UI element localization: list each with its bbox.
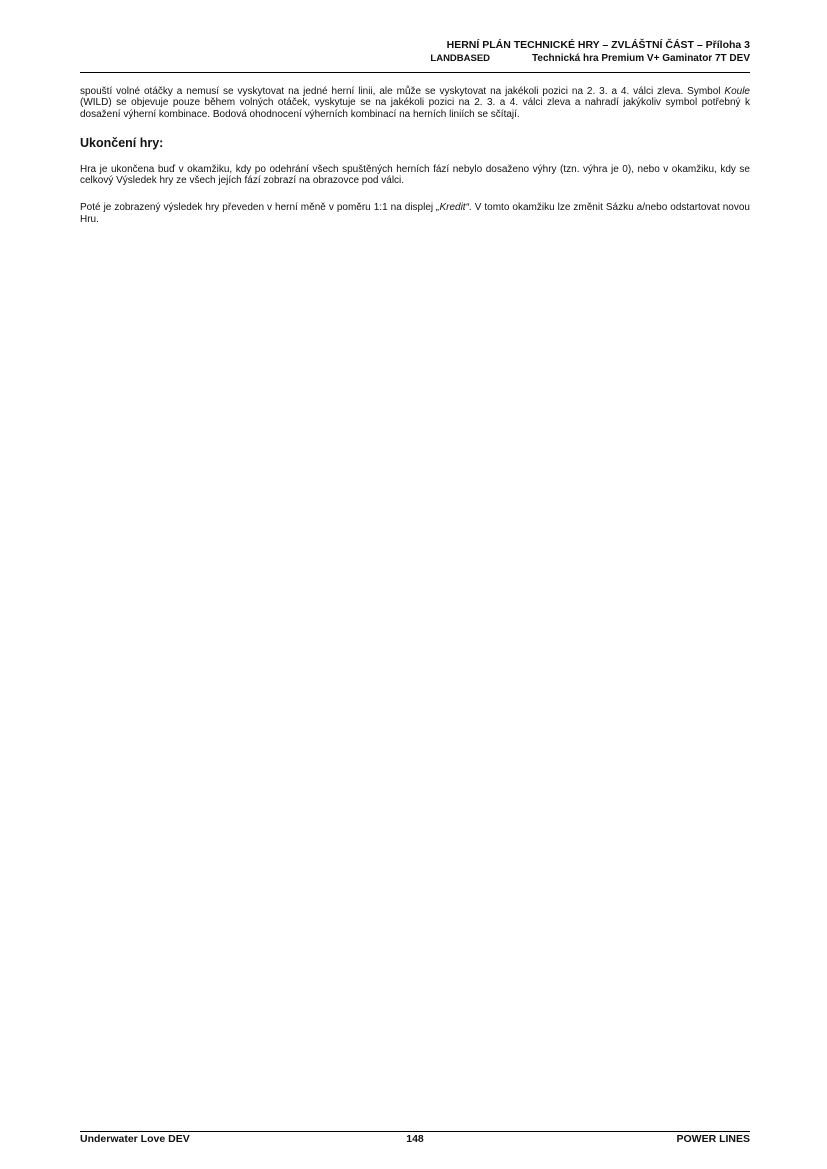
header-title: HERNÍ PLÁN TECHNICKÉ HRY – ZVLÁŠTNÍ ČÁST – Příloha 3 xyxy=(446,39,750,51)
footer-game-name: Underwater Love DEV xyxy=(80,1133,190,1145)
footer-series: POWER LINES xyxy=(676,1133,750,1145)
page-number: 148 xyxy=(406,1133,424,1145)
paragraph-symbols xyxy=(80,86,750,120)
document-body xyxy=(80,86,750,241)
para1-text-a: spouští volné otáčky a nemusí se vyskytovat na jedné herní linii, ale může se vyskytovat na jakékoli pozici na 2. 3. a 4. válci zleva. Symbol xyxy=(80,86,725,97)
paragraph-end-of-game: Hra je ukončena buď v okamžiku, kdy po odehrání všech spuštěných herních fází nebylo dosaženo výhry (tzn. výhra je 0), nebo v okamžiku, kdy se celkový Výsledek hry ze všech jejích fází zobrazí na obrazovce pod válci. xyxy=(80,163,750,187)
para1-koule: Koule xyxy=(724,86,750,97)
section-heading: Ukončení hry: xyxy=(80,135,164,150)
header-type: LANDBASED xyxy=(430,53,491,64)
page-header xyxy=(80,39,750,65)
para3-text-c: . V tomto okamžiku lze změnit Sázku a/nebo odstartovat novou Hru. xyxy=(80,202,750,225)
page-footer xyxy=(80,1133,750,1147)
para1-text-c: (WILD) se objevuje pouze během volných otáček, vyskytuje se na jakékoli pozici na 2. 3. a 4. válci zleva a nahradí jakýkoliv symbol potřebný k dosažení výherní kombinace. Bodová ohodnocení výherních kombinací na herních liniích se sčítají. xyxy=(80,97,750,120)
header-subtitle: Technická hra Premium V+ Gaminator 7T DEV xyxy=(532,53,750,64)
paragraph-result xyxy=(80,202,750,225)
para3-kredit: „Kredit“ xyxy=(436,202,469,214)
footer-rule xyxy=(80,1131,750,1132)
header-rule xyxy=(80,72,750,73)
para3-text-a: Poté je zobrazený výsledek hry převeden v herní měně v poměru 1:1 na displej xyxy=(80,202,437,214)
header-subline xyxy=(80,52,750,65)
